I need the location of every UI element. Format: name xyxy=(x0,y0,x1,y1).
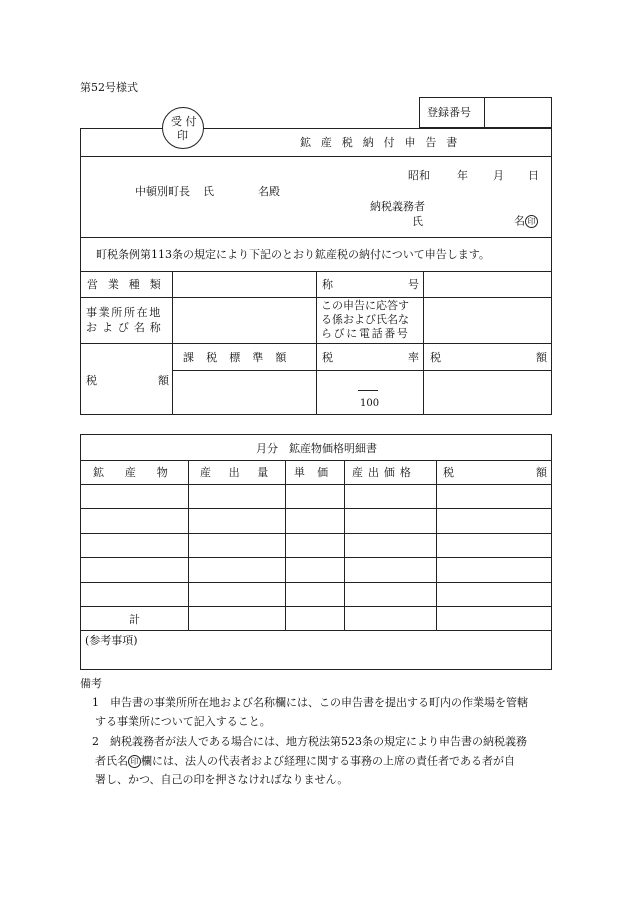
addressee-mei: 名殿 xyxy=(258,185,280,198)
addressee-shi: 氏 xyxy=(203,185,214,198)
reception-stamp-line1: 受 付 xyxy=(171,115,197,128)
notes-heading: 備考 xyxy=(80,677,102,690)
note-1-num: 1 xyxy=(92,696,99,709)
note-1-line2: する事業所について記入すること。 xyxy=(95,715,271,728)
rate-fraction-bar xyxy=(358,390,378,391)
rule xyxy=(80,630,552,631)
tax-base-field[interactable] xyxy=(173,371,315,414)
tax-base-label: 課税標準額 xyxy=(183,351,299,364)
rule xyxy=(80,460,552,461)
rule xyxy=(316,271,317,415)
seal-mark: 印 xyxy=(525,215,538,228)
taxpayer-mei xyxy=(514,215,538,228)
header-mineral: 鉱産物 xyxy=(93,466,189,479)
contact-field[interactable] xyxy=(424,298,551,342)
header-output-value: 産出価格 xyxy=(352,466,416,479)
header-tax-2: 額 xyxy=(536,466,547,479)
registration-number-field[interactable] xyxy=(485,98,551,127)
form-number: 第52号様式 xyxy=(80,81,138,94)
taxpayer-label: 納税義務者 xyxy=(370,200,425,213)
rate-denominator: 100 xyxy=(360,398,380,409)
note-2-num: 2 xyxy=(92,735,99,748)
date-month: 月 xyxy=(493,169,504,182)
header-tax-1: 税 xyxy=(443,466,454,479)
note-2-line2a: 者氏名 xyxy=(95,754,128,768)
detail-total-label: 計 xyxy=(129,613,140,626)
business-type-field[interactable] xyxy=(173,272,315,296)
contact-label-2: る係および氏名な xyxy=(321,313,409,326)
tax-row-label-1: 税 xyxy=(86,374,97,387)
tax-amount-label-2: 額 xyxy=(536,351,547,364)
business-type-label: 営業種類 xyxy=(87,278,171,291)
declaration-text: 町税条例第113条の規定により下記のとおり鉱産税の納付について申告します。 xyxy=(96,248,490,261)
tax-amount-label-1: 税 xyxy=(430,351,441,364)
office-location-label-1: 事業所所在地 xyxy=(86,306,162,319)
rule xyxy=(80,237,552,238)
tax-row-label-2: 額 xyxy=(158,374,169,387)
office-location-label-2: および名称 xyxy=(86,321,166,334)
reception-stamp-line2: 印 xyxy=(177,129,188,142)
tax-rate-label-2: 率 xyxy=(408,351,419,364)
reference-field[interactable] xyxy=(81,648,551,669)
note-2-line2b: 欄には、法人の代表者および経理に関する事務の上席の責任者である者が自 xyxy=(141,754,515,768)
contact-label-1: この申告に応答す xyxy=(321,299,409,312)
reception-stamp xyxy=(162,107,204,149)
detail-rows-area[interactable] xyxy=(81,485,551,605)
tax-rate-label-1: 税 xyxy=(322,351,333,364)
rule xyxy=(80,156,552,157)
note-1-line1: 申告書の事業所所在地および名称欄には、この申告書を提出する町内の作業場を管轄 xyxy=(110,696,528,709)
contact-label-3: らびに電話番号 xyxy=(321,327,410,340)
note-2-line2 xyxy=(95,755,515,768)
registration-label: 登録番号 xyxy=(427,106,471,119)
office-location-field[interactable] xyxy=(173,298,315,342)
seal-mark: 印 xyxy=(128,755,141,768)
note-2-line1: 納税義務者が法人である場合には、地方税法第523条の規定により申告書の納税義務 xyxy=(110,735,527,748)
form-title: 鉱産税納付申告書 xyxy=(300,136,468,149)
addressee-office: 中頓別町長 xyxy=(135,185,190,198)
trade-name-label-1: 称 xyxy=(322,278,333,291)
date-day: 日 xyxy=(528,169,539,182)
date-era: 昭和 xyxy=(408,169,430,182)
date-year: 年 xyxy=(457,169,468,182)
trade-name-field[interactable] xyxy=(424,272,551,296)
rule xyxy=(80,606,552,607)
taxpayer-mei-text: 名 xyxy=(514,214,525,228)
trade-name-label-2: 号 xyxy=(408,278,419,291)
header-unit-price: 単価 xyxy=(294,466,341,479)
taxpayer-shi: 氏 xyxy=(412,215,423,228)
note-2-line3: 署し、かつ、自己の印を押さなければなりません。 xyxy=(95,773,349,786)
header-output: 産出量 xyxy=(200,466,286,479)
detail-title: 月分 鉱産物価格明細書 xyxy=(256,442,377,455)
tax-amount-field[interactable] xyxy=(424,371,551,414)
reference-label: (参考事項) xyxy=(85,634,138,647)
